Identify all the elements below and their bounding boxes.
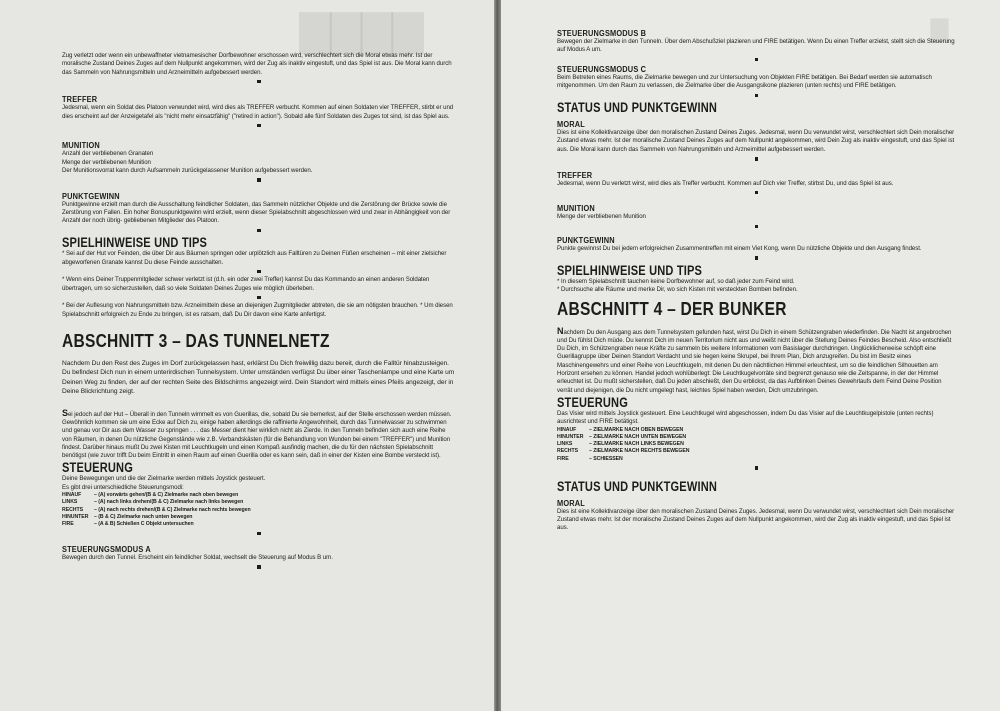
punktgewinn-text: Punkte gewinnst Du bei jedem erfolgreichen Zusammentreffen mit einem Viet Kong, wenn Du nützliche Objekte und den Ausgang findest. bbox=[557, 245, 922, 253]
tip-item: * Durchsuche alle Räume und merke Dir, wo sich Kisten mit versteckten Bomben befinden. bbox=[557, 286, 798, 294]
control-row bbox=[557, 427, 956, 434]
section-bullet bbox=[755, 157, 759, 161]
section-bullet bbox=[755, 58, 759, 62]
modus-c-heading: STEUERUNGSMODUS C bbox=[557, 64, 647, 75]
section3-heading: ABSCHNITT 3 – DAS TUNNELNETZ bbox=[62, 330, 330, 352]
section4-paragraph bbox=[557, 327, 956, 395]
show-through-mark: ▇ bbox=[931, 16, 948, 41]
control-action: – (A) nach rechts drehen/(B & C) Zielmarke nach rechts bewegen bbox=[94, 506, 251, 513]
control-action: – ZIELMARKE NACH UNTEN BEWEGEN bbox=[589, 433, 687, 440]
steuerung-heading: STEUERUNG bbox=[557, 394, 628, 410]
munition-line: Menge der verbliebenen Munition bbox=[62, 158, 151, 166]
control-row bbox=[62, 514, 456, 521]
control-action: – SCHIESSEN bbox=[589, 455, 623, 462]
section4-heading: ABSCHNITT 4 – DER BUNKER bbox=[557, 297, 787, 319]
show-through-heading: ▇▇▇▇ bbox=[300, 9, 424, 53]
control-action: – ZIELMARKE NACH RECHTS BEWEGEN bbox=[589, 448, 690, 455]
control-key: HINUNTER bbox=[62, 513, 89, 520]
moral-heading: MORAL bbox=[557, 119, 585, 130]
treffer-heading: TREFFER bbox=[557, 169, 593, 180]
moral-text: Dies ist eine Kollektivanzeige über den moralischen Zustand Deines Zuges. Jedesmal, wenn Du verwundet wirst, verschlechtert sich Dein moralischer Zustand etwas mehr. Ist der moralische Zustand Deines Zuges auf dem Nullpunkt angekommen, wird Dein Zug als inaktiv eingestuft, und das Spiel ist aus. Die Moral kann durch das Sammeln von Nahrungsmitteln und Arzneimittel aufgebessert werden. bbox=[557, 129, 955, 153]
tips-heading: SPIELHINWEISE UND TIPS bbox=[557, 262, 703, 278]
tip-item: * In diesem Spielabschnitt tauchen keine Dorfbewohner auf, so daß jeder zum Feind wird. bbox=[557, 277, 795, 285]
control-key: LINKS bbox=[62, 499, 78, 506]
section3-paragraph: Nachdem Du den Rest des Zuges im Dorf zurückgelassen hast, erklärst Du Dich freiwillig dazu bereit, durch die Falltür hinabzusteigen. Du befindest Dich nun in einem unterirdischen Tunnelsystem. Unter umständen verfügst Du über einer Taschenlampe und eine Karte um Deinen Weg zu finden, der auf der rechten Seite des Bildschirms angezeigt wird. Dein Standort wird mittels eines Pfeils angezeigt, der in Deine Blickrichtung zeigt. bbox=[62, 360, 455, 396]
munition-text: Menge der verbliebenen Munition bbox=[557, 213, 646, 221]
control-key: LINKS bbox=[557, 441, 573, 448]
section3-paragraph-2 bbox=[62, 409, 456, 461]
modus-b-heading: STEUERUNGSMODUS B bbox=[557, 28, 647, 38]
treffer-text: Jedesmal, wenn ein Soldat des Platoon verwundet wird, wird dies als TREFFER verbucht. Kommen auf einen Soldaten vier TREFFER, stirbt er und dies erscheint auf der Anzeigetafel als "nicht mehr einsatzfähig" ("retired in action"). Sobald alle fünf Soldaten des Zuges tot sind, ist das Spiel aus. bbox=[62, 104, 454, 120]
munition-line: Der Munitionsvorrat kann durch Aufsammeln zurückgelassener Munition aufgebessert werden. bbox=[62, 167, 313, 175]
section-bullet bbox=[755, 466, 759, 470]
steuerung-heading: STEUERUNG bbox=[62, 460, 133, 476]
controls-list bbox=[62, 492, 456, 528]
control-row bbox=[557, 448, 956, 455]
section-bullet bbox=[257, 296, 261, 300]
control-action: – (A) nach links drehen/(B & C) Zielmarke nach links bewegen bbox=[94, 499, 244, 506]
modus-c-text: Beim Betreten eines Raums, die Zielmarke bewegen und zur Untersuchung von Objekten FIRE betätigen. Bei Bedarf werden sie automatisch mitgenommen. Um den Raum zu verlassen, die Zielmarke über die Ausgangsikone plazieren (unten rechts) und FIRE betätigen. bbox=[557, 74, 932, 90]
left-page bbox=[0, 0, 494, 711]
book-gutter bbox=[494, 0, 501, 711]
section-bullet bbox=[755, 94, 759, 98]
control-row bbox=[62, 507, 456, 514]
right-page bbox=[501, 0, 1000, 711]
controls-list bbox=[557, 427, 956, 463]
section-bullet bbox=[257, 178, 261, 182]
status-heading-2: STATUS UND PUNKTGEWINN bbox=[557, 478, 718, 494]
steuerung-text: Das Visier wird mittels Joystick gesteuert. Eine Leuchtkugel wird abgeschossen, indem Du das Visier auf die Leuchtkugelpistole (unten rechts) ausrichtest und FIRE betätigst. bbox=[557, 409, 934, 426]
control-row bbox=[62, 492, 456, 499]
control-row bbox=[557, 441, 956, 448]
tip-item: * Sei auf der Hut vor Feinden, die über Dir aus Bäumen springen oder urplötzlich aus Falltüren zu Deinen Füßen erscheinen – mit einer zielsicher abgeworfenen Granate kannst Du diese Feinde ausschalten. bbox=[62, 250, 447, 266]
section-bullet bbox=[257, 565, 261, 569]
drop-cap: N bbox=[557, 325, 564, 336]
control-key: HINAUF bbox=[62, 492, 82, 499]
control-key: FIRE bbox=[557, 455, 569, 462]
intro-paragraph: Zug verletzt oder wenn ein unbewaffneter vietnamesischer Dorfbewohner erschossen wird, verschlechtert sich die Moral etwas mehr. Ist der moralische Zustand Deines Zuges auf dem Nullpunkt angekommen, wird der Zug als inaktiv eingestuft, und das Spiel ist aus. Die Moral kann durch das Sammeln von Nahrungsmitteln und Arzneimitteln aufgebessert werden. bbox=[62, 52, 452, 76]
steuerung-intro: Es gibt drei unterschiedliche Steuerungsmodi: bbox=[62, 483, 184, 491]
control-key: RECHTS bbox=[62, 506, 84, 513]
section4-paragraph-text: achdem Du den Ausgang aus dem Tunnelsystem gefunden hast, wirst Du Dich in einem Schützengraben wiederfinden. Die Nacht ist angebrochen und Du fühlst Dich müde. Du kennst Dich im neuen Territorium nicht aus und weißt nicht über die Stellung Deines Feindes Bescheid. Also entschließt Du Dich, im Schützengraben neue Kräfte zu sammeln bis weitere Informationen vom Basislager durchdringen. Unglücklicherweise schöpft eine Guerillagruppe über Deinen Standort Verdacht und sie hegen keine Skrupel, bei Ihrem Plan, Dich anzugreifen. Du bist im Besitz eines Maschinengewehrs und einer Reihe von Leuchtkugeln, mit denen Du den nächtlichen Himmel erleuchtest, um so die feindlichen Silhouetten am Horizont ersehen zu können. Handel jedoch wohlüberlegt: Die Leuchtkugelvorräte sind begrenzt genauso wie die Zeitspanne, in der der Himmel erleuchtet ist. Du mußt sicherstellen, daß Du jeden abschießt, den Du erblickst, da das Aufblinken Deines Gewehrlaufs dem Feind Deine Position verrät und diejenigen, die Du nicht umgelegt hast, leichtes Spiel haben werden, Dich umzubringen. bbox=[557, 328, 952, 394]
modus-a-text: Bewegen durch den Tunnel. Erscheint ein feindlicher Soldat, wechselt die Steuerung auf Modus B um. bbox=[62, 554, 333, 562]
control-key: HINAUF bbox=[557, 426, 577, 433]
control-row bbox=[62, 521, 456, 528]
punktgewinn-heading: PUNKTGEWINN bbox=[557, 235, 615, 246]
munition-heading: MUNITION bbox=[557, 203, 595, 214]
tip-item: * Bei der Auflesung von Nahrungsmitteln bzw. Arzneimitteln diese an diejenigen Zugmitglieder abtreten, die sie am nötigsten brauchen. * Um diesen Spielabschnitt erfolgreich zu Ende zu bringen, ist es ratsam, daß Du Dir davon eine Karte anfertigst. bbox=[62, 302, 453, 318]
treffer-heading: TREFFER bbox=[62, 94, 98, 105]
steuerung-intro: Deine Bewegungen und die der Zielmarke werden mittels Joystick gesteuert. bbox=[62, 475, 266, 483]
section-bullet bbox=[257, 80, 261, 84]
modus-a-heading: STEUERUNGSMODUS A bbox=[62, 544, 151, 555]
control-row bbox=[62, 499, 456, 506]
tip-item: * Wenn eins Deiner Truppenmitglieder schwer verletzt ist (d.h. ein oder zwei Treffer) kannst Du das Kommando an einen anderen Soldaten übertragen, um so sicherzustellen, daß so viele Soldaten Deines Zuges wie möglich überleben. bbox=[62, 276, 430, 292]
section-bullet bbox=[755, 191, 759, 195]
drop-cap: S bbox=[62, 407, 68, 418]
control-action: – (A & B) Schießen C Objekt untersuchen bbox=[94, 521, 194, 528]
status-heading: STATUS UND PUNKTGEWINN bbox=[557, 100, 718, 116]
moral-heading-2: MORAL bbox=[557, 497, 585, 508]
munition-heading: MUNITION bbox=[62, 140, 100, 151]
control-key: FIRE bbox=[62, 521, 74, 528]
control-row bbox=[557, 434, 956, 441]
section-bullet bbox=[755, 256, 759, 260]
punktgewinn-heading: PUNKTGEWINN bbox=[62, 190, 120, 201]
section3-paragraph-2-text: ei jedoch auf der Hut – Überall in den Tunneln wimmelt es von Guerillas, die, sobald Du sie bemerkst, auf der Stelle erschossen werden müssen. Gewöhnlich kommen sie um eine Ecke auf Dich zu, einige haben allerdings die raffinierte Angewohnheit, durch das Tunnelwasser zu schwimmen und genau vor Dir aus dem Wasser zu springen . . . das Messer dient hier wirklich nicht als Zierde. In den Tunneln befinden sich auch eine Reihe von Räumen, in denen Du nützliche Gegenstände wie z.B. Verbandskästen (für die Behandlung von Wunden bei einem "TREFFER") und Munition findest. Darüber hinaus mußt Du zwei Kisten mit Leuchtkugeln und einen Kompaß ausfindig machen, die du für den nächsten Spielabschnitt benötigst (wie zuvor trifft Du beim Eintritt in einen Raum auf einen Guerilla oder es kann sein, daß in einer der Kisten eine Bombe versteckt ist). bbox=[62, 410, 452, 460]
control-action: – (B & C) Zielmarke nach unten bewegen bbox=[94, 513, 193, 520]
moral-text-2: Dies ist eine Kollektivanzeige über den moralischen Zustand Deines Zuges. Jedesmal, wenn Du verwundet wirst, verschlechtert sich Dein moralischer Zustand etwas mehr. Ist der moralische Zustand Deines Zuges auf dem Nullpunkt angekommen, wird der Zug als inaktiv eingestuft, und das Spiel ist aus. bbox=[557, 507, 955, 532]
control-row bbox=[557, 456, 956, 463]
control-key: RECHTS bbox=[557, 448, 579, 455]
section-bullet bbox=[257, 229, 261, 233]
punktgewinn-text: Punktgewinne erzielt man durch die Ausschaltung feindlicher Soldaten, das Sammeln nützlicher Objekte und die Zerstörung der Brücke sowie die Zerstörung von Fallen. Ein hoher Bonuspunktgewinn wird erzielt, wenn dieser Spielabschnitt abgeschlossen wird und zwar in Abhängigkeit von der Anzahl der noch übrig- gebliebenen Mitglieder des Platoon. bbox=[62, 200, 451, 225]
control-action: – ZIELMARKE NACH OBEN BEWEGEN bbox=[589, 426, 684, 433]
treffer-text: Jedesmal, wenn Du verletzt wirst, wird dies als Treffer verbucht. Kommen auf Dich vier Treffer, stirbst Du, und das Spiel ist aus. bbox=[557, 179, 894, 187]
section-bullet bbox=[257, 532, 261, 536]
control-action: – ZIELMARKE NACH LINKS BEWEGEN bbox=[589, 441, 684, 448]
tips-heading: SPIELHINWEISE UND TIPS bbox=[62, 235, 208, 251]
control-action: – (A) vorwärts gehen/(B & C) Zielmarke nach oben bewegen bbox=[94, 492, 239, 499]
control-key: HINUNTER bbox=[557, 433, 584, 440]
section-bullet bbox=[257, 124, 261, 128]
section-bullet bbox=[257, 270, 261, 274]
section-bullet bbox=[755, 225, 759, 229]
modus-b-text: Bewegen der Zielmarke in den Tunneln. Über dem Abschußziel plazieren und FIRE betätigen. Wenn Du einen Treffer erzielst, stellt sich die Steuerung auf Modus A um. bbox=[557, 38, 955, 54]
munition-line: Anzahl der verbliebenen Granaten bbox=[62, 150, 154, 158]
